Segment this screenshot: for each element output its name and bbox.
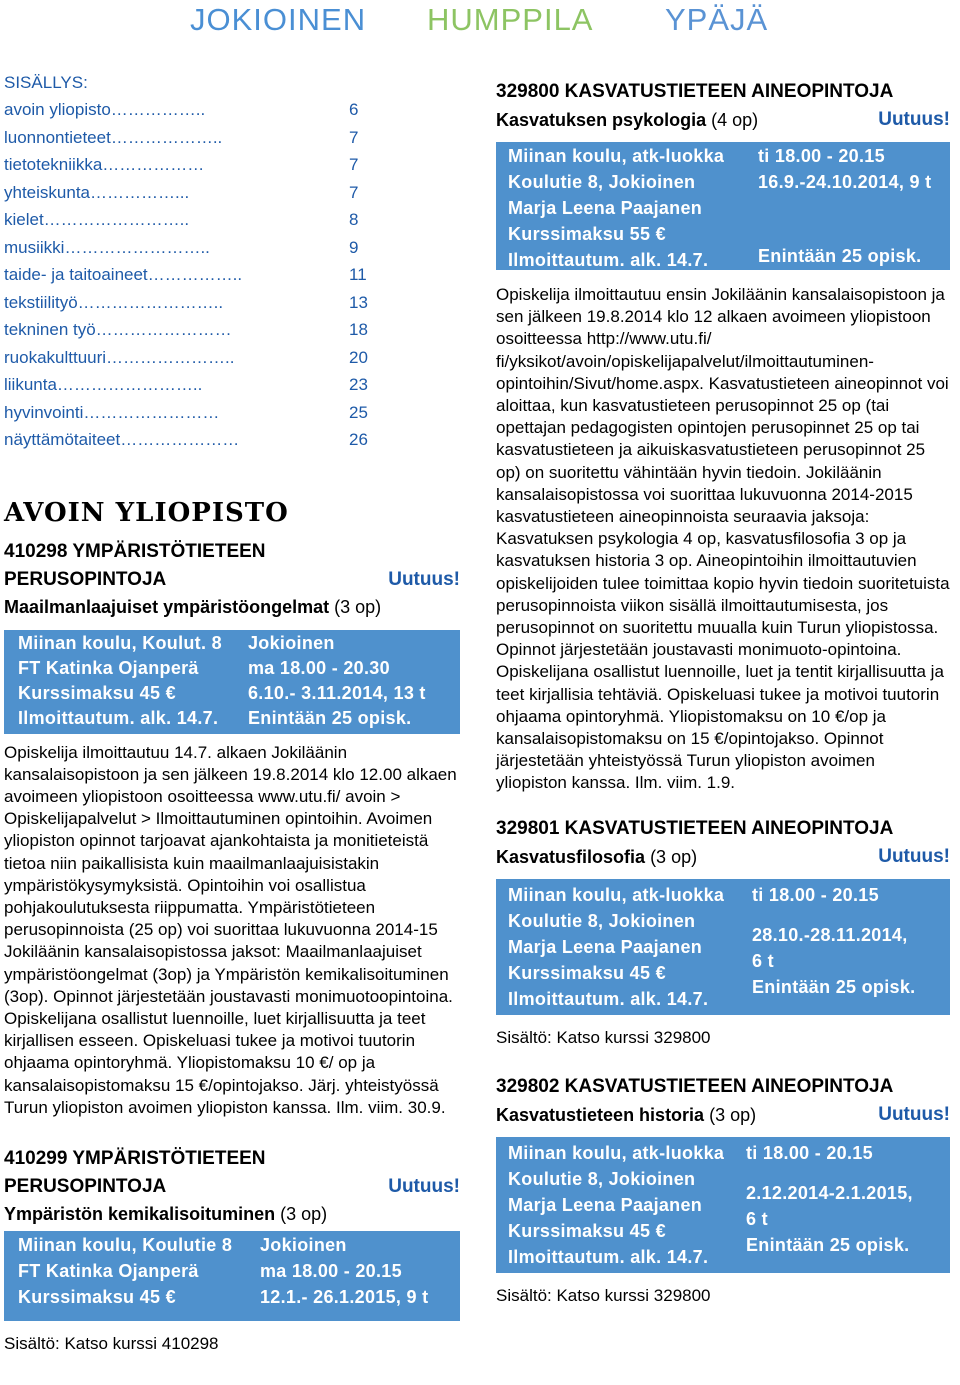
toc-item[interactable] [4, 399, 460, 427]
toc-item-page: 9 [349, 237, 359, 257]
toc-item-label: musiikki…………………….. [4, 237, 210, 257]
info-registration: Ilmoittautum. alk. 14.7. [508, 250, 709, 270]
info-max-students: Enintään 25 opisk. [248, 707, 412, 728]
info-dates: 16.9.-24.10.2014, 9 t [758, 172, 932, 192]
toc-item-page: 20 [349, 347, 368, 367]
info-dates: 6.10.- 3.11.2014, 13 t [248, 682, 426, 703]
toc-item-label: luonnontieteet……………….. [4, 127, 223, 147]
new-badge: Uutuus! [878, 1103, 950, 1125]
course-subtitle [496, 1101, 950, 1129]
course-name: Kasvatusfilosofia [496, 846, 646, 867]
toc-item-label: tekstiilityö…………………….. [4, 292, 224, 312]
info-time: ma 18.00 - 20.15 [260, 1260, 402, 1281]
toc-item[interactable] [4, 289, 460, 317]
course-410299 [4, 1145, 460, 1355]
info-fee: Kurssimaksu 45 € [18, 682, 176, 703]
section-title: AVOIN YLIOPISTO [4, 497, 289, 528]
toc-item[interactable] [4, 179, 460, 207]
info-address: Koulutie 8, Jokioinen [508, 172, 696, 192]
course-subtitle [4, 594, 460, 620]
course-note: Sisältö: Katso kurssi 329800 [496, 1285, 711, 1305]
course-description: Opiskelija ilmoittautuu 14.7. alkaen Jokiläänin kansalaisopistoon ja sen jälkeen 19.8.2014 klo 12.00 alkaen avoimeen yliopistoon osoitteessa www.utu.fi/ avoin > Opiskelijapalvelut > Ilmoittautuminen opintoihin. Avoimen yliopiston opinnot tarjoavat ajankohtaista ja monitieteistä tietoa niin paikallisista kuin maailmanlaajuisistakin ympäristökysymyksistä. Opintoihin voi osallistua pohjakoulutuksesta riippumatta. Ympäristötieteen perusopinnoista (25 op) voi suorittaa lukuvuonna 2014-15 Jokiläänin kansalaisopistossa jaksot: Maailmanlaajuiset ympäristöongelmat (3op) ja Ympäristön kemikalisoituminen (3op). Opinnot järjestetään joustavasti monimuotoopintoina. Opiskelijana osallistut luennoille, luet kirjallisuutta ja teet kirjallisen esseen. Opiskeluasi tukee ja motivoi tuutorin ohjaama opintoryhmä. Yliopistomaksu 10 €/ op ja kansalaisopistomaksu 15 €/opintojakso. Järj. yhteistyössä Turun yliopiston avoimen yliopiston kanssa. Ilm. viim. 30.9. [4, 742, 457, 1117]
course-title-line2: PERUSOPINTOJA [4, 1175, 167, 1197]
toc-item[interactable] [4, 234, 460, 262]
toc-item[interactable] [4, 206, 460, 234]
info-fee: Kurssimaksu 45 € [18, 1286, 176, 1307]
info-fee: Kurssimaksu 55 € [508, 224, 666, 244]
info-registration: Ilmoittautum. alk. 14.7. [18, 707, 219, 728]
toc-item[interactable] [4, 261, 460, 289]
toc-title: SISÄLLYS: [4, 73, 88, 92]
course-note: Sisältö: Katso kurssi 410298 [4, 1333, 219, 1353]
course-410298 [4, 538, 460, 1119]
toc-item-page: 13 [349, 292, 368, 312]
course-info-box [496, 879, 950, 1015]
course-329801 [496, 815, 950, 1049]
course-329800 [496, 78, 950, 795]
toc-item-page: 7 [349, 127, 359, 147]
info-time: ma 18.00 - 20.30 [248, 657, 390, 678]
course-subtitle [496, 843, 950, 871]
info-time: ti 18.00 - 20.15 [752, 884, 879, 905]
info-max-students: Enintään 25 opisk. [752, 976, 916, 997]
toc-item-label: hyvinvointi…………………… [4, 402, 220, 422]
info-location: Miinan koulu, atk-luokka [508, 146, 725, 166]
info-town: Jokioinen [248, 632, 335, 653]
toc-item-page: 26 [349, 430, 368, 449]
info-fee: Kurssimaksu 45 € [508, 962, 666, 983]
toc-item-page: 18 [349, 320, 368, 339]
toc-item-label: avoin yliopisto…………….. [4, 100, 206, 119]
toc-item[interactable] [4, 151, 460, 179]
course-credits: (4 op) [711, 110, 759, 130]
course-subtitle [4, 1201, 460, 1227]
toc-item-label: kielet…………………….. [4, 210, 190, 229]
info-registration: Ilmoittautum. alk. 14.7. [508, 988, 709, 1009]
toc-item-label: liikunta…………………….. [4, 375, 203, 394]
new-badge: Uutuus! [388, 568, 460, 590]
course-title: 329802 KASVATUSTIETEEN AINEOPINTOJA [496, 1075, 894, 1097]
header-city-ypaja: YPÄJÄ [665, 2, 769, 37]
course-title-row [4, 1173, 460, 1201]
course-subtitle [496, 106, 950, 134]
header-city-humppila: HUMPPILA [427, 2, 594, 37]
info-teacher: FT Katinka Ojanperä [18, 1260, 199, 1281]
toc-item-label: tietotekniikka……………… [4, 155, 205, 174]
toc-item-page: 6 [349, 100, 359, 119]
course-info-box [496, 1137, 950, 1273]
info-teacher: FT Katinka Ojanperä [18, 657, 199, 678]
course-credits: (3 op) [334, 596, 382, 617]
info-teacher: Marja Leena Paajanen [508, 1194, 703, 1215]
toc-item[interactable] [4, 344, 460, 372]
course-credits: (3 op) [280, 1203, 328, 1224]
left-column [4, 70, 460, 1355]
course-info-box [4, 630, 460, 734]
toc-item-label: näyttämötaiteet………………… [4, 430, 240, 449]
toc-item-page: 8 [349, 210, 359, 229]
course-info-box [496, 142, 950, 270]
toc-item-label: ruokakulttuuri………………….. [4, 347, 235, 367]
page-header [0, 2, 960, 46]
course-note: Sisältö: Katso kurssi 329800 [496, 1027, 711, 1047]
toc-item-page: 11 [349, 265, 367, 284]
info-address: Koulutie 8, Jokioinen [508, 1168, 696, 1189]
course-title: 329800 KASVATUSTIETEEN AINEOPINTOJA [496, 81, 894, 102]
new-badge: Uutuus! [878, 109, 950, 130]
toc-item[interactable] [4, 371, 460, 399]
info-dates: 28.10.-28.11.2014, [752, 924, 908, 945]
toc-item-page: 23 [349, 375, 368, 394]
course-credits: (3 op) [650, 846, 698, 867]
toc-item[interactable] [4, 316, 460, 344]
info-time: ti 18.00 - 20.15 [746, 1142, 873, 1163]
course-title: 410298 YMPÄRISTÖTIETEEN [4, 540, 266, 562]
course-credits: (3 op) [709, 1104, 757, 1125]
toc-item[interactable] [4, 426, 460, 454]
toc-item-label: tekninen työ…………………… [4, 320, 232, 339]
course-title: 329801 KASVATUSTIETEEN AINEOPINTOJA [496, 817, 894, 839]
toc-item-page: 7 [349, 155, 359, 174]
toc-item[interactable] [4, 124, 460, 152]
course-title: 410299 YMPÄRISTÖTIETEEN [4, 1147, 266, 1169]
table-of-contents [4, 96, 460, 454]
new-badge: Uutuus! [878, 845, 950, 867]
header-city-jokioinen: JOKIOINEN [190, 2, 367, 37]
info-location: Miinan koulu, Koulutie 8 [18, 1234, 233, 1255]
info-fee: Kurssimaksu 45 € [508, 1220, 666, 1241]
right-column [496, 78, 950, 1307]
info-town: Jokioinen [260, 1234, 347, 1255]
course-329802 [496, 1073, 950, 1307]
toc-item[interactable] [4, 96, 460, 124]
info-location: Miinan koulu, atk-luokka [508, 884, 725, 905]
new-badge: Uutuus! [388, 1175, 460, 1197]
info-teacher: Marja Leena Paajanen [508, 198, 703, 218]
toc-item-page: 7 [349, 182, 359, 202]
course-title-line2: PERUSOPINTOJA [4, 568, 167, 590]
info-dates: 2.12.2014-2.1.2015, [746, 1182, 913, 1203]
info-address: Koulutie 8, Jokioinen [508, 910, 696, 931]
course-name: Ympäristön kemikalisoituminen [4, 1203, 276, 1224]
course-name: Kasvatuksen psykologia [496, 110, 707, 130]
info-max-students: Enintään 25 opisk. [746, 1234, 910, 1255]
info-location: Miinan koulu, Koulut. 8 [18, 632, 222, 653]
toc-item-page: 25 [349, 402, 368, 422]
course-name: Maailmanlaajuiset ympäristöongelmat [4, 596, 330, 617]
course-name: Kasvatustieteen historia [496, 1104, 705, 1125]
info-registration: Ilmoittautum. alk. 14.7. [508, 1246, 709, 1267]
info-location: Miinan koulu, atk-luokka [508, 1142, 725, 1163]
course-info-box [4, 1231, 460, 1321]
info-teacher: Marja Leena Paajanen [508, 936, 703, 957]
info-dates: 12.1.- 26.1.2015, 9 t [260, 1286, 429, 1307]
info-hours: 6 t [746, 1208, 768, 1229]
course-description: Opiskelija ilmoittautuu ensin Jokiläänin kansalaisopistoon ja sen jälkeen 19.8.2014 klo 12 alkaen avoimeen yliopistoon osoitteessa http://www.utu.fi/ fi/yksikot/avoin/opiskelijapalvelut/ilmoittautuminen-opintoihin/Sivut/home.aspx. Kasvatustieteen aineopinnot voi aloittaa, kun kasvatustieteen perusopinnot 25 op (tai opettajan pedagogisten opintojen perusopinnet 25 op tai kasvatustieteen ja aikuiskasvatustieteen perusopinnot 25 op) on suoritettu vähintään hyvin tiedoin. Jokiläänin kansalaisopistossa voi suorittaa lukuvuonna 2014-2015 kasvatustieteen aineopinnoista seuraavia jaksoja: Kasvatuksen psykologia 4 op, kasvatusfilosofia 3 op ja kasvatuksen historia 3 op. Aineopintoihin ilmoittautuvien opiskelijoiden tulee toimittaa kopio hyvin tiedoin suoritetuista perusopinnoista viikon sisällä ilmoittautumisesta, jos perusopinnot on suoritettu muualla kuin Turun yliopistossa. Opinnot järjestetään joustavasti monimuoto-opintoina. Opiskelijana osallistut luennoille, luet ja tentit kirjallisuutta ja teet kirjallisia tehtäviä. Opiskeluasi tukee ja motivoi tuutorin ohjaama opintoryhmä. Yliopistomaksu on 10 €/op ja kansalaisopistomaksu on 15 €/opintojakso. Opinnot järjestetään yhteistyössä Turun yliopiston avoimen yliopiston kanssa. Ilm. viim. 1.9. [496, 285, 950, 793]
course-title-row [4, 566, 460, 594]
info-hours: 6 t [752, 950, 774, 971]
info-max-students: Enintään 25 opisk. [758, 246, 922, 266]
toc-item-label: taide- ja taitoaineet…………….. [4, 265, 243, 284]
toc-item-label: yhteiskunta……………... [4, 182, 190, 202]
info-time: ti 18.00 - 20.15 [758, 146, 885, 166]
